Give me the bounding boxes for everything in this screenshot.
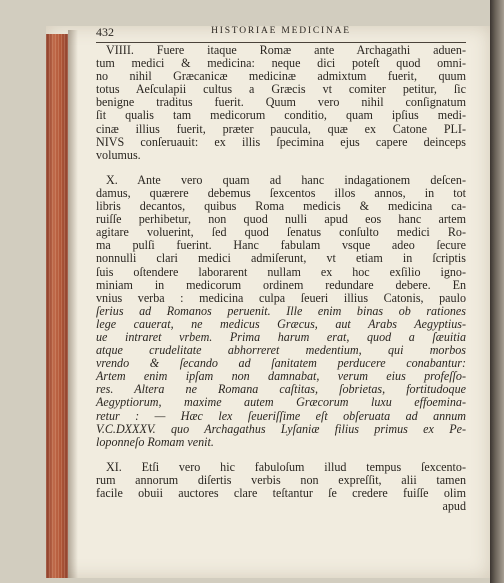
page-edge-texture	[46, 34, 68, 578]
text-line: Aegyptiorum, maxime autem Græcorum luxu effoemina-	[96, 395, 466, 410]
text-line: NIVS conſeruauit: ex illis ſpecimina ejus capere deinceps	[96, 134, 466, 149]
paragraph-xi	[96, 461, 466, 500]
text-line: nonnulli clari medici admiſerunt, vt etiam in ſcriptis	[96, 251, 466, 266]
text-line: agitare voluerint, ſed quod ſenatus conſulto medici Ro-	[96, 225, 466, 240]
text-line: benigne traditus fuerit. Quum vero nihil conſignatum	[96, 95, 466, 110]
gutter-shadow	[68, 30, 78, 578]
text-line: lege cauerat, ne medicus Græcus, aut Arabs Aegyptius-	[96, 316, 466, 331]
page-header	[96, 24, 466, 42]
text-line: ſuis oſtendere laborarent nullam ex hoc exſilio igno-	[96, 264, 466, 279]
text-line: loponneſo Romam venit.	[96, 434, 214, 449]
running-head: HISTORIAE MEDICINAE	[211, 26, 351, 36]
text-line: libris decantos, quibus Roma medicis & medicina ca-	[96, 199, 466, 214]
page-number: 432	[96, 25, 114, 39]
text-line: res. Altera ne Romana caſtitas, ſobrietas, fortitudoque	[96, 382, 466, 397]
text-line: vrendo & ſecando ad ſanitatem perducere conabantur:	[96, 356, 466, 371]
text-line: Artem enim ipſam non damnabat, verum eius profeſſo-	[96, 369, 466, 384]
text-line: miniam in medicorum ordinem redundare debere. En	[96, 277, 466, 292]
paragraph-x	[96, 174, 466, 449]
text-line: tum medici & medicina: neque dici poteſt quod omni-	[96, 56, 466, 71]
text-line: volumus.	[96, 147, 141, 162]
facing-page-edge	[490, 0, 504, 583]
text-line: ma pulſi fuerint. Hanc fabulam vsque adeo ſecure	[96, 238, 466, 253]
text-line: facile obuii auctores clare teſtantur ſe credere fuiſſe olim	[96, 486, 466, 500]
text-line: vnius verba : medicina culpa ſeueri illius Catonis, paulo	[96, 290, 466, 305]
text-line: ſit qualis tam medicorum conditio, quam ipſius medi-	[96, 108, 466, 123]
text-line: no nihil Græcanicæ medicinæ admixtum fuerit, quum	[96, 69, 466, 84]
paragraph-viiii	[96, 44, 466, 162]
text-line: damus, quærere debemus ſexcentos illos annos, in tot	[96, 185, 466, 200]
catchword: apud	[442, 499, 466, 514]
text-line: VIIII. Fuere itaque Romæ ante Archagathi aduen-	[106, 43, 466, 57]
text-line: ue intraret vrbem. Prima harum erat, quod a ſæuitia	[96, 329, 466, 344]
text-line: XI. Etſi vero hic fabuloſum illud tempus ſexcento-	[106, 459, 466, 474]
body-text	[96, 44, 466, 513]
text-line: ſerius ad Romanos peruenit. Ille enim binas ob rationes	[96, 303, 466, 318]
text-line: rum annorum diſertis verbis non expreſſit, alii tamen	[96, 472, 466, 487]
text-line: retur : — Hæc lex ſeueriſſime eſt obſeruata ad annum	[96, 408, 466, 423]
text-line: cinæ illius fuerit, præter paucula, quæ ex Catone PLI-	[96, 121, 466, 136]
text-line: V.C.DXXXV. quo Archagathus Lyſaniæ filius primus ex Pe-	[96, 421, 466, 436]
text-line: X. Ante vero quam ad hanc indagationem deſcen-	[106, 172, 466, 187]
text-line: ruiſſe perhibetur, non quod nulli apud eos hanc artem	[96, 212, 466, 227]
text-line: atque crudelitate abhorreret medentium, qui morbos	[96, 343, 466, 358]
text-line: totus Aeſculapii cultus a Græcis vt comiter petitur, ſic	[96, 82, 466, 97]
